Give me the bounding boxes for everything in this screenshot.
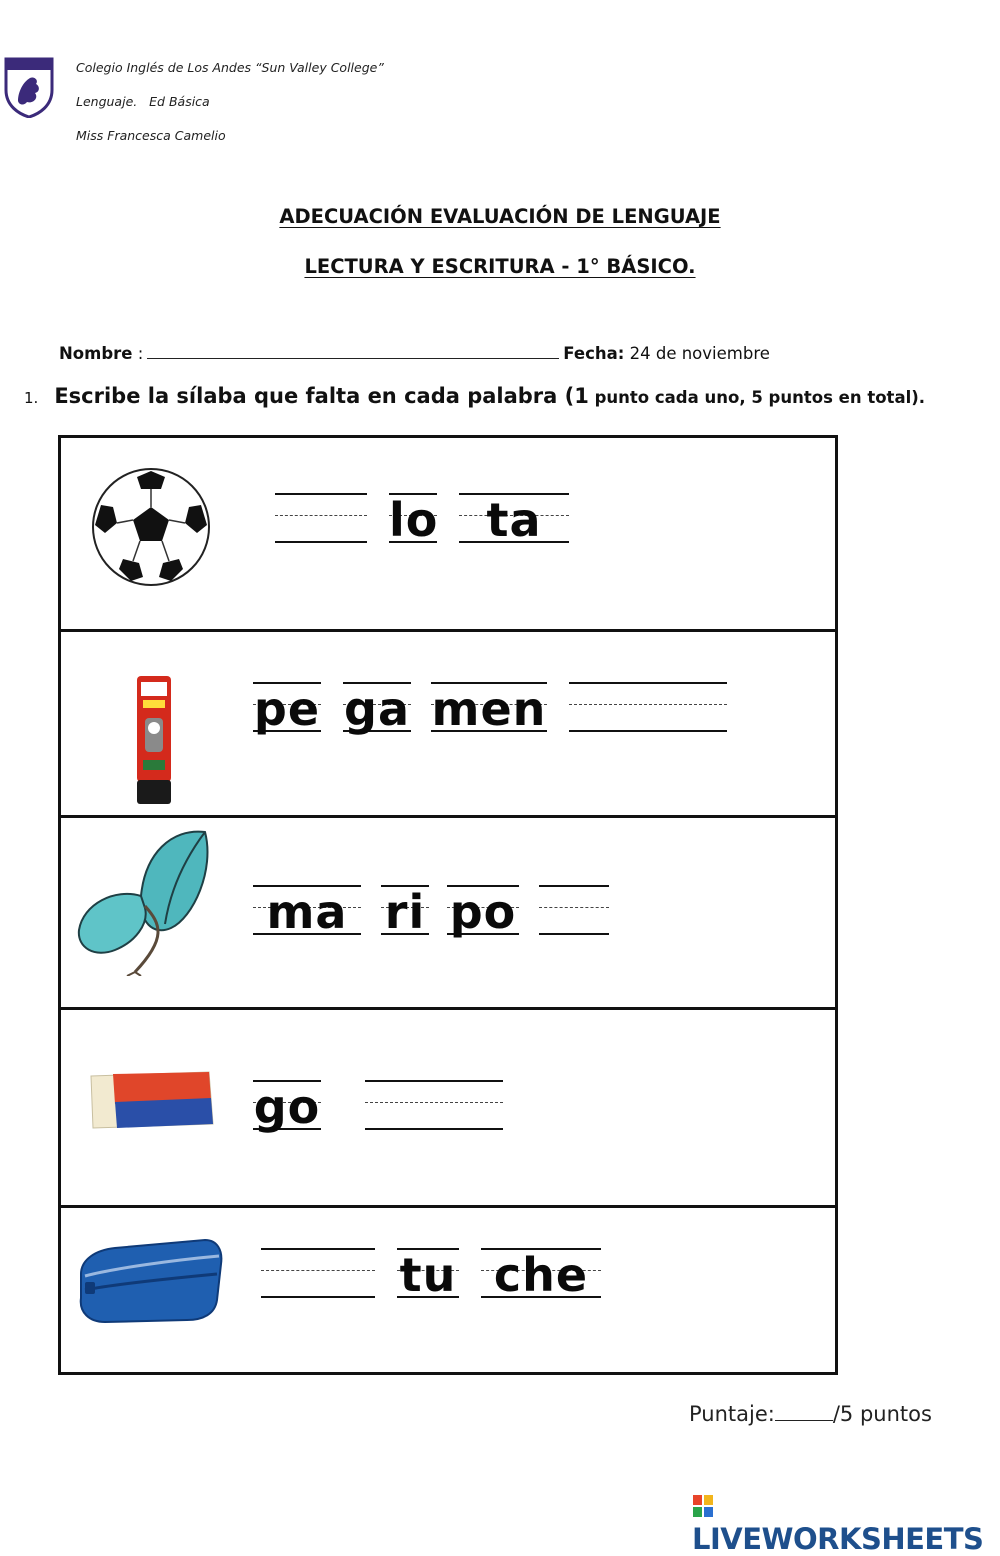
- pencil-case-image: [75, 1230, 225, 1330]
- name-label: Nombre: [59, 344, 133, 363]
- syllable-slot-empty[interactable]: [569, 682, 727, 732]
- syllable-text: ri: [384, 885, 426, 939]
- syllable-slot: [459, 493, 569, 547]
- syllable-text: ta: [486, 493, 542, 547]
- row-divider: [61, 1205, 835, 1208]
- syllable-text: lo: [389, 493, 439, 547]
- school-name: Colegio Inglés de Los Andes “Sun Valley College”: [76, 60, 384, 75]
- syllable-answer-input[interactable]: [539, 887, 613, 933]
- eraser-image: [83, 1066, 217, 1132]
- name-separator: :: [132, 344, 144, 363]
- score-field[interactable]: [775, 1402, 833, 1421]
- syllable-slot: [253, 885, 361, 939]
- school-crest-icon: [3, 56, 55, 118]
- brand-name: LIVEWORKSHEETS: [692, 1522, 984, 1556]
- syllable-slot-empty[interactable]: [365, 1080, 503, 1130]
- score-label: Puntaje:: [689, 1402, 775, 1426]
- syllable-slot: [397, 1248, 459, 1302]
- exercise-table: [58, 435, 838, 1375]
- syllable-slot: [253, 682, 321, 736]
- teacher-name: Miss Francesca Camelio: [76, 128, 226, 143]
- syllable-slot-empty[interactable]: [275, 493, 367, 543]
- syllable-text: po: [449, 885, 517, 939]
- syllable-text: go: [253, 1080, 321, 1134]
- syllable-text: men: [431, 682, 547, 736]
- soccer-ball-image: [89, 465, 213, 589]
- question-points-number: 1: [574, 384, 589, 408]
- syllable-slot: [253, 1080, 321, 1134]
- question-points-text: punto cada uno, 5 puntos en total).: [588, 388, 926, 407]
- syllable-text: ga: [344, 682, 410, 736]
- syllable-text: pe: [253, 682, 321, 736]
- liveworksheets-logo-icon: [692, 1494, 714, 1518]
- row-divider: [61, 629, 835, 632]
- score-line: [689, 1402, 932, 1426]
- subject-line: Lenguaje. Ed Básica: [76, 94, 210, 109]
- syllable-slot-empty[interactable]: [261, 1248, 375, 1298]
- name-field[interactable]: [147, 342, 559, 359]
- syllable-answer-input[interactable]: [275, 495, 371, 541]
- glue-stick-image: [135, 672, 173, 806]
- question-prompt: [24, 384, 925, 408]
- syllable-answer-input[interactable]: [261, 1250, 379, 1296]
- syllable-slot-empty[interactable]: [539, 885, 609, 935]
- syllable-slot: [447, 885, 519, 939]
- butterfly-image: [75, 826, 217, 976]
- syllable-text: che: [493, 1248, 589, 1302]
- syllable-slot: [381, 885, 429, 939]
- question-text: Escribe la sílaba que falta en cada palabra (: [54, 384, 575, 408]
- date-label: Fecha:: [563, 344, 625, 363]
- row-divider: [61, 1007, 835, 1010]
- syllable-slot: [481, 1248, 601, 1302]
- liveworksheets-logo: [692, 1488, 1000, 1556]
- syllable-slot: [431, 682, 547, 736]
- row-divider: [61, 815, 835, 818]
- main-title: ADECUACIÓN EVALUACIÓN DE LENGUAJE: [279, 205, 721, 228]
- date-value: 24 de noviembre: [624, 344, 770, 363]
- syllable-answer-input[interactable]: [569, 684, 731, 730]
- sub-title: LECTURA Y ESCRITURA - 1° BÁSICO.: [304, 255, 696, 278]
- name-date-line: [59, 342, 770, 363]
- syllable-text: ma: [266, 885, 348, 939]
- syllable-slot: [343, 682, 411, 736]
- syllable-slot: [389, 493, 439, 547]
- syllable-answer-input[interactable]: [365, 1082, 507, 1128]
- question-number: 1.: [24, 389, 39, 407]
- score-total: /5 puntos: [832, 1402, 932, 1426]
- syllable-text: tu: [399, 1248, 457, 1302]
